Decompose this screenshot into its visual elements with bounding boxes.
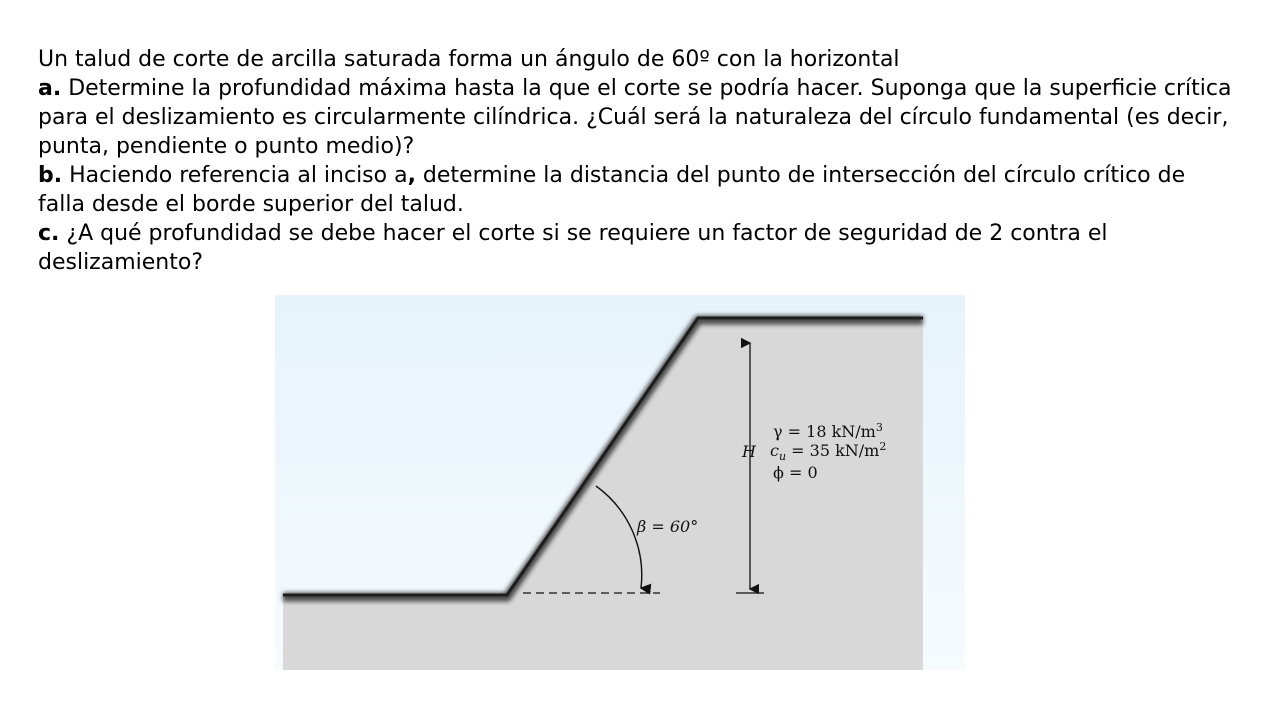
part-b-label: b. [38,163,63,188]
height-label: H [742,442,756,461]
part-b-text-1: Haciendo referencia al inciso a [62,163,408,188]
part-c [38,219,1238,277]
part-b-comma: , [407,163,416,188]
part-b-text-2: determine la distancia del punto de intersección del círculo crítico de falla desde el borde superior del talud. [38,163,1186,217]
part-b [38,161,1238,219]
friction-angle-label: ϕ = 0 [773,463,818,482]
problem-intro: Un talud de corte de arcilla saturada forma un ángulo de 60º con la horizontal [38,47,900,72]
part-c-label: c. [38,221,60,246]
cohesion-label: $c_u = 35$ $kN/m^2$ [770,440,887,463]
unit-weight-label: γ = 18 $kN/m^3$ [773,421,883,441]
part-a-label: a. [38,76,62,101]
part-a [38,74,1238,161]
part-c-text: ¿A qué profundidad se debe hacer el corte si se requiere un factor de seguridad de 2 contra el deslizamiento? [38,221,1108,275]
problem-statement [38,45,1238,277]
part-a-text: Determine la profundidad máxima hasta la que el corte se podría hacer. Suponga que la superficie crítica para el deslizamiento es circularmente cilíndrica. ¿Cuál será la naturaleza del círculo fundamental (es decir, punta, pendiente o punto medio)? [38,76,1232,159]
beta-label: β = 60° [637,517,699,536]
slope-diagram [275,295,965,670]
slope-figure [275,295,965,670]
